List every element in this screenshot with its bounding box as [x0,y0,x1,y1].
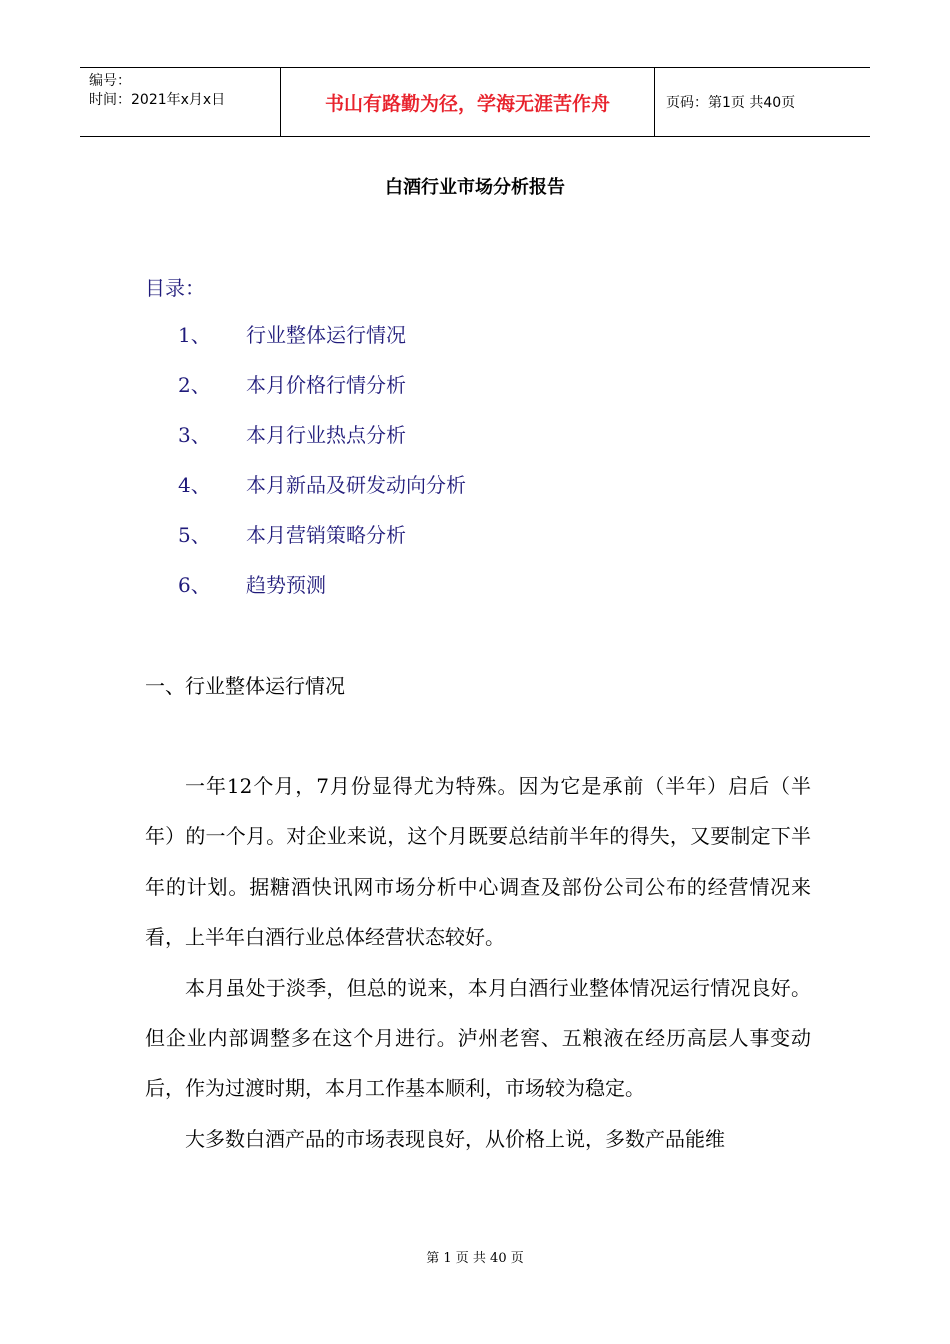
toc-heading: 目录： [145,276,205,300]
paragraph: 一年12个月，7月份显得尤为特殊。因为它是承前（半年）启后（半年）的一个月。对企业来说，这个月既要总结前半年的得失，又要制定下半年的计划。据糖酒快讯网市场分析中心调查及部份公司公布的经营情况来看，上半年白酒行业总体经营状态较好。 [145,774,811,950]
document-title: 白酒行业市场分析报告 [385,177,565,198]
table-of-contents [178,319,466,619]
toc-item-label: 本月行业热点分析 [246,423,406,447]
header-motto: 书山有路勤为径，学海无涯苦作舟 [281,68,655,136]
toc-item[interactable] [178,569,466,619]
toc-item-label: 本月营销策略分析 [246,523,406,547]
date-label: 时间：2021年x月x日 [89,92,226,108]
page-footer: 第 1 页 共 40 页 [426,1251,524,1266]
toc-item[interactable] [178,369,466,419]
toc-item[interactable] [178,319,466,369]
page-header [80,67,870,137]
toc-item-number: 1、 [178,323,211,347]
toc-item[interactable] [178,519,466,569]
paragraph: 大多数白酒产品的市场表现良好，从价格上说，多数产品能维 [185,1126,725,1151]
toc-item-label: 行业整体运行情况 [246,323,406,347]
paragraph: 本月虽处于淡季，但总的说来，本月白酒行业整体情况运行情况良好。但企业内部调整多在这个月进行。泸州老窖、五粮液在经历高层人事变动后，作为过渡时期，本月工作基本顺利，市场较为稳定。 [145,975,811,1101]
toc-item-number: 6、 [178,573,211,597]
toc-item-number: 5、 [178,523,211,547]
number-label: 编号： [89,73,131,89]
toc-item[interactable] [178,469,466,519]
toc-item-label: 本月价格行情分析 [246,373,406,397]
header-meta [80,68,281,136]
toc-item[interactable] [178,419,466,469]
section-heading: 一、行业整体运行情况 [145,674,345,698]
header-page-info: 页码：第1页 共40页 [666,95,796,111]
toc-item-number: 4、 [178,473,211,497]
section-body [145,761,811,1164]
toc-item-number: 2、 [178,373,211,397]
toc-item-number: 3、 [178,423,211,447]
toc-item-label: 本月新品及研发动向分析 [246,473,466,497]
toc-item-label: 趋势预测 [246,573,326,597]
